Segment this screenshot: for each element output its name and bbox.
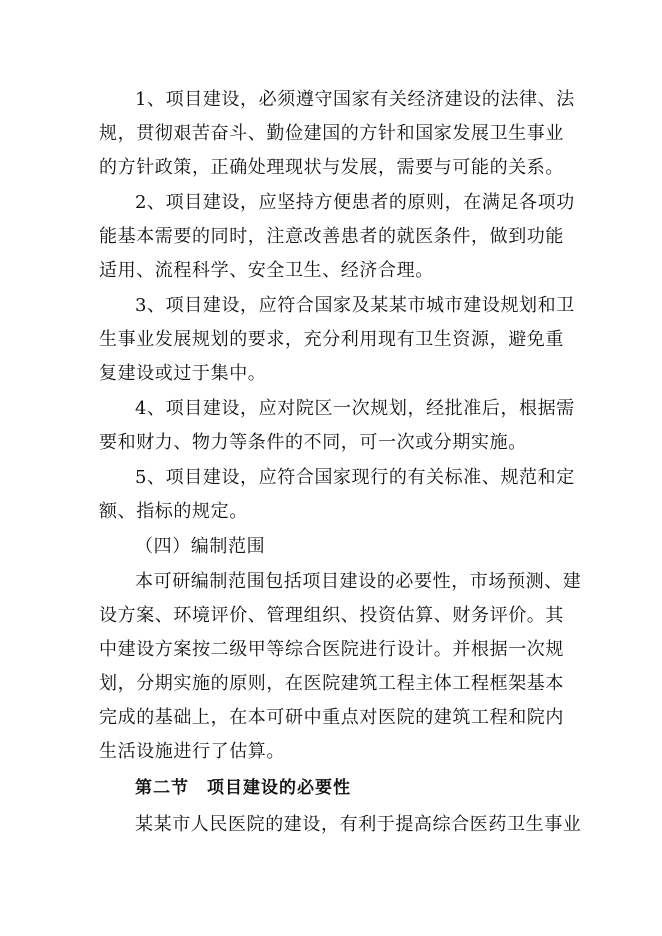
paragraph-4-line-2: 要和财力、物力等条件的不同，可一次或分期实施。 (99, 432, 527, 453)
paragraph-5-line-1: 5、项目建设，应符合国家现行的有关标准、规范和定 (135, 467, 575, 488)
scope-paragraph-line-2: 设方案、环境评价、管理组织、投资估算、财务评价。其 (99, 605, 564, 626)
scope-heading: （四）编制范围 (135, 536, 266, 557)
paragraph-3-line-2: 生事业发展规划的要求，充分利用现有卫生资源，避免重 (99, 329, 564, 350)
section-heading: 第二节 项目建设的必要性 (135, 778, 351, 798)
paragraph-4-line-1: 4、项目建设，应对院区一次规划，经批准后，根据需 (135, 398, 575, 419)
paragraph-1-line-3: 的方针政策，正确处理现状与发展，需要与可能的关系。 (99, 157, 564, 178)
final-paragraph-line-1: 某某市人民医院的建设，有利于提高综合医药卫生事业 (135, 814, 582, 835)
paragraph-2-line-2: 能基本需要的同时，注意改善患者的就医条件，做到功能 (99, 226, 564, 247)
scope-paragraph-line-5: 完成的基础上，在本可研中重点对医院的建筑工程和院内 (99, 707, 564, 728)
paragraph-2-line-1: 2、项目建设，应坚持方便患者的原则，在满足各项功 (135, 192, 575, 213)
paragraph-2-line-3: 适用、流程科学、安全卫生、经济合理。 (99, 260, 434, 281)
paragraph-3-line-1: 3、项目建设，应符合国家及某某市城市建设规划和卫 (135, 295, 575, 316)
scope-paragraph-line-6: 生活设施进行了估算。 (99, 741, 285, 762)
paragraph-3-line-3: 复建设或过于集中。 (99, 363, 267, 384)
paragraph-1-line-1: 1、项目建设，必须遵守国家有关经济建设的法律、法 (135, 89, 575, 110)
paragraph-5-line-2: 额、指标的规定。 (99, 501, 248, 522)
scope-paragraph-line-3: 中建设方案按二级甲等综合医院进行设计。并根据一次规 (99, 639, 564, 660)
paragraph-1-line-2: 规，贯彻艰苦奋斗、勤俭建国的方针和国家发展卫生事业 (99, 123, 564, 144)
scope-paragraph-line-1: 本可研编制范围包括项目建设的必要性，市场预测、建 (135, 571, 582, 592)
scope-paragraph-line-4: 划，分期实施的原则，在医院建筑工程主体工程框架基本 (99, 673, 564, 694)
